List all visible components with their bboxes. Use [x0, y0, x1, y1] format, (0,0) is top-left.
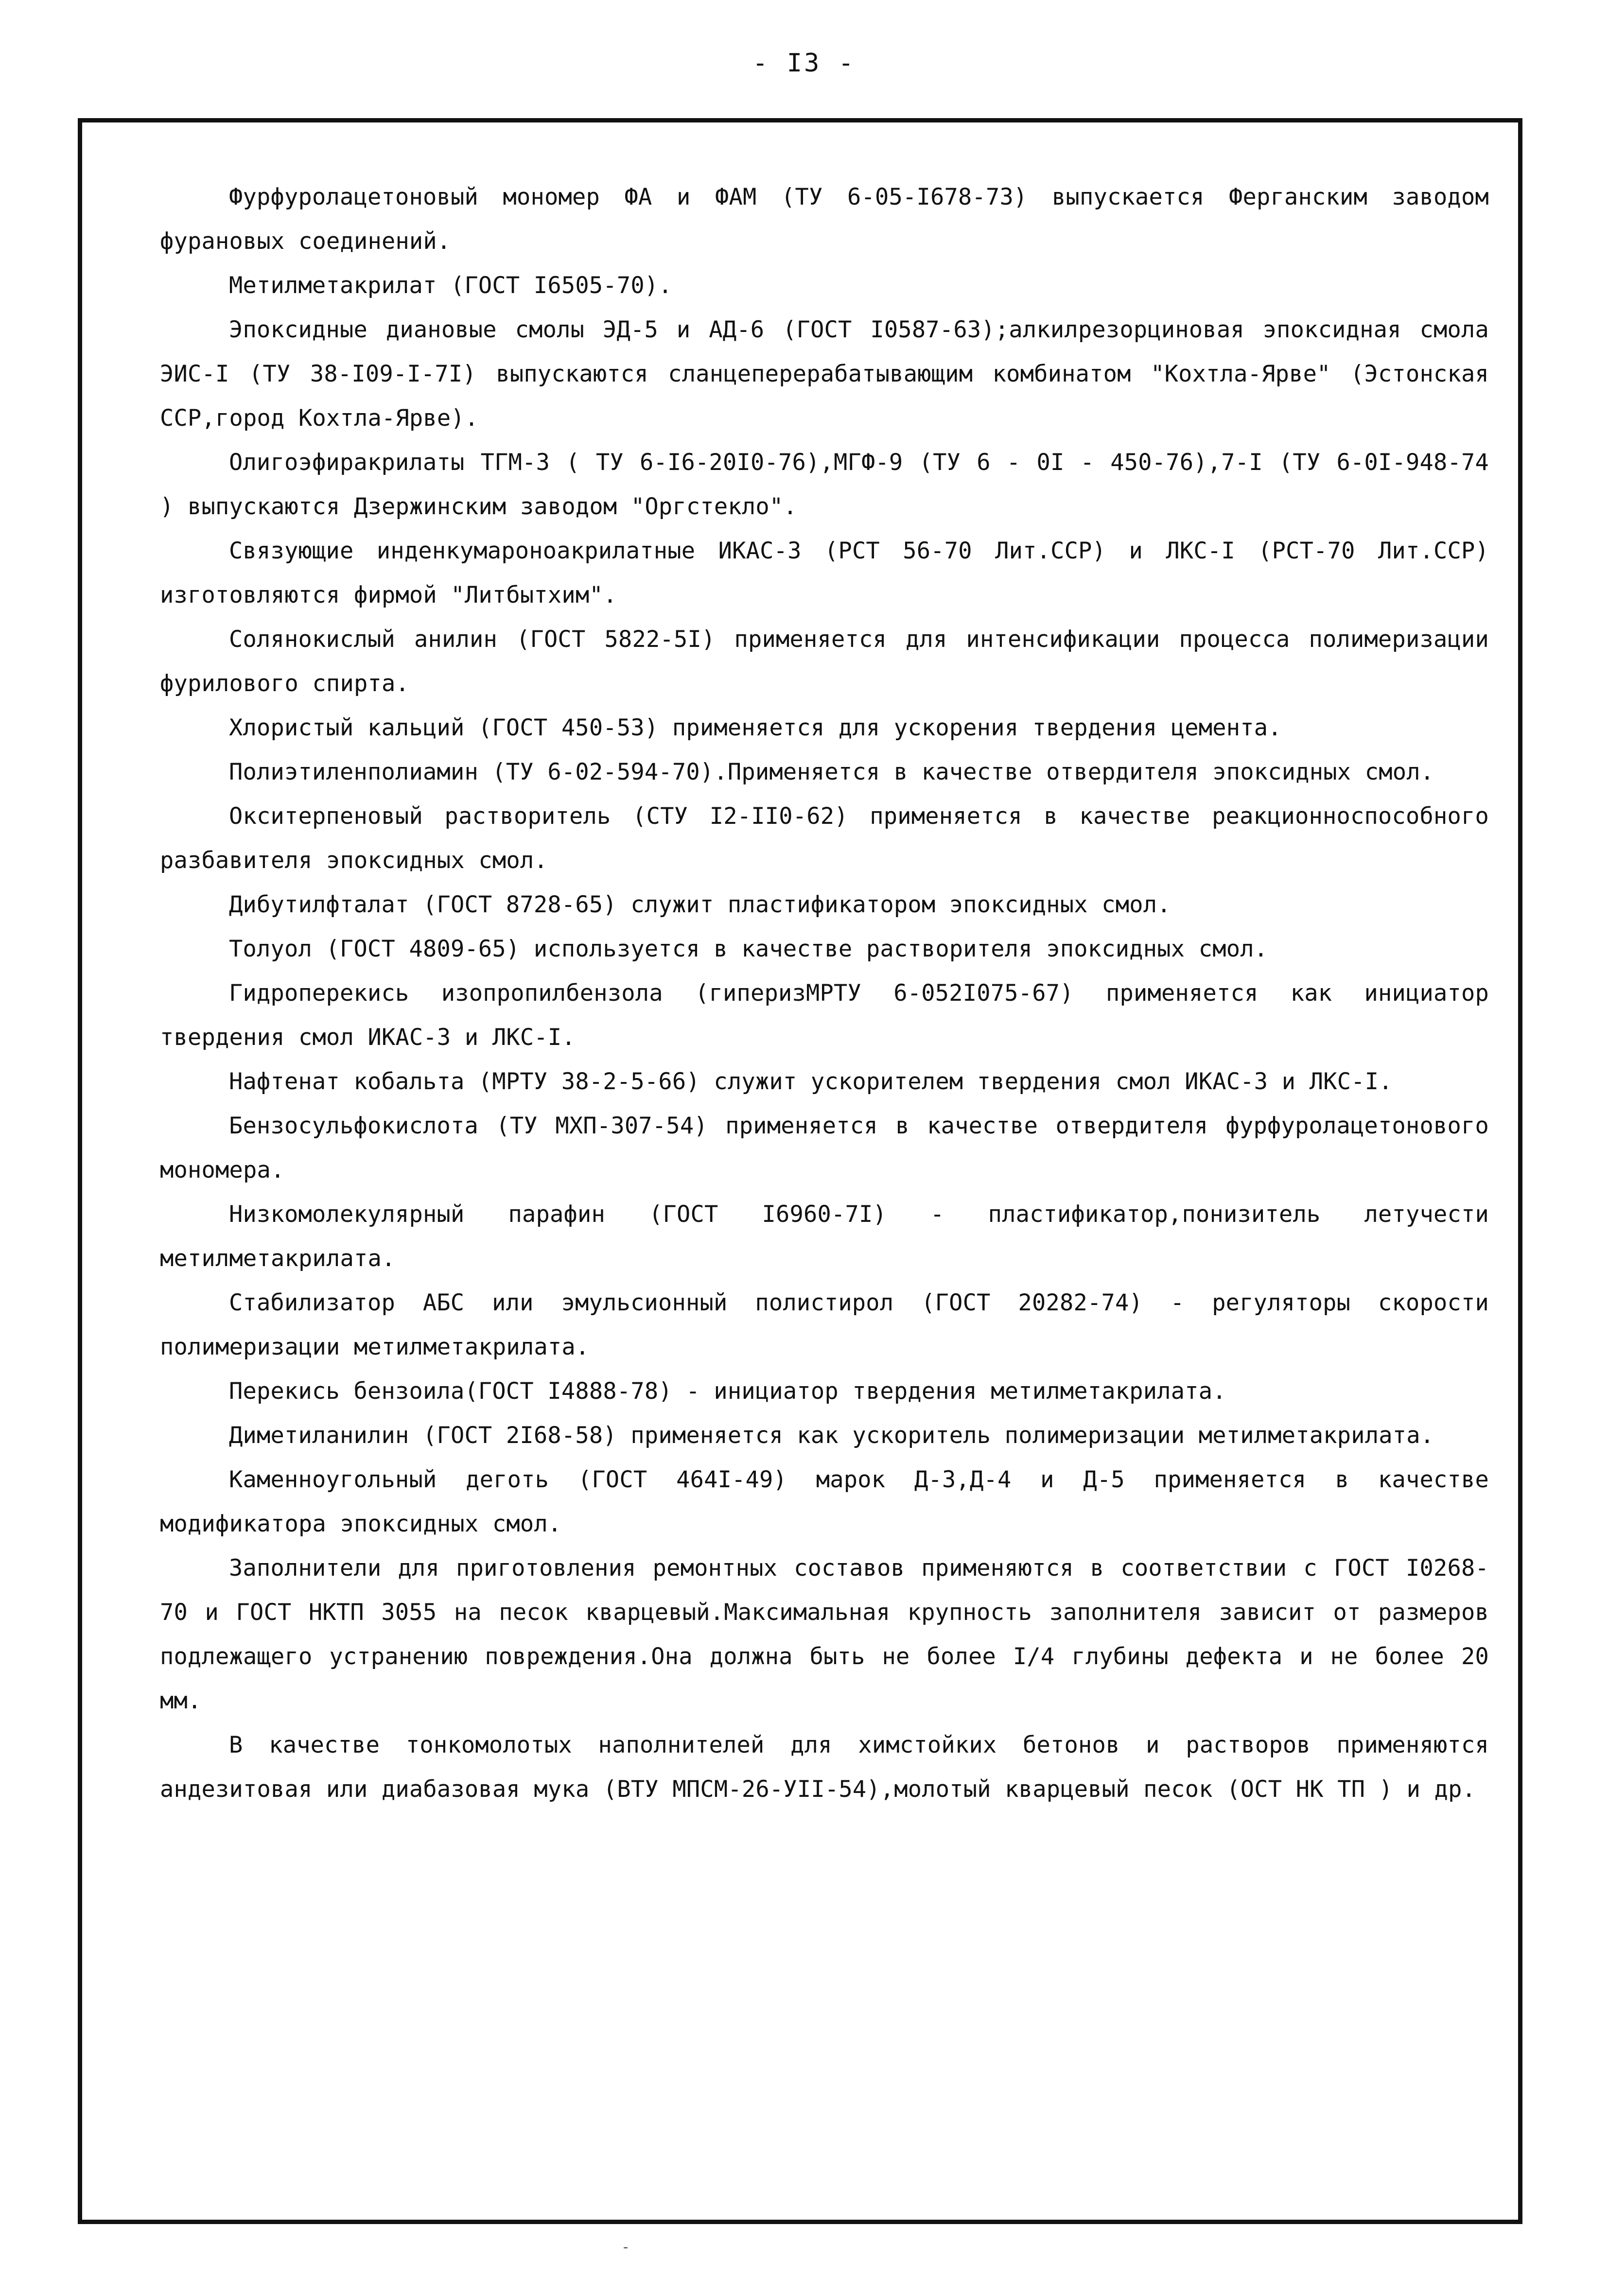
paragraph-oxyterpene-solvent: Окситерпеновый растворитель (СТУ I2-II0-62) применяется в качестве реакционноспособного разбавителя эпоксидных смол.: [160, 803, 1489, 874]
page-number: - I3 -: [752, 49, 856, 78]
paragraph-dimethylaniline: Диметиланилин (ГОСТ 2I68-58) применяется как ускоритель полимеризации метилметакрилата.: [229, 1422, 1434, 1449]
paragraph-furfuryl-acetone-monomer: Фурфуролацетоновый мономер ФА и ФАМ (ТУ 6-05-I678-73) выпускается Ферганским заводом фурановых соединений.: [160, 184, 1489, 255]
page-frame: [78, 118, 1522, 2224]
paragraph-polyethylene-polyamine: Полиэтиленполиамин (ТУ 6-02-594-70).Применяется в качестве отвердителя эпоксидных смол.: [229, 759, 1434, 785]
paragraph-cobalt-naphthenate: Нафтенат кобальта (МРТУ 38-2-5-66) служит ускорителем твердения смол ИКАС-3 и ЛКС-I.: [229, 1068, 1393, 1095]
paragraph-epoxy-resins: Эпоксидные диановые смолы ЭД-5 и АД-6 (ГОСТ I0587-63);алкилрезорциновая эпоксидная смола ЭИС-I (ТУ 38-I09-I-7I) выпускаются сланцеперерабатывающим комбинатом "Кохтла-Ярве" (Эстонская ССР,город Кохтла-Ярве).: [160, 316, 1489, 432]
paragraph-binders: Связующие инденкумароноакрилатные ИКАС-3 (РСТ 56-70 Лит.ССР) и ЛКС-I (РСТ-70 Лит.ССР) изготовляются фирмой "Литбытхим".: [160, 538, 1489, 609]
paragraph-calcium-chloride: Хлористый кальций (ГОСТ 450-53) применяется для ускорения твердения цемента.: [229, 714, 1282, 741]
paragraph-toluene: Толуол (ГОСТ 4809-65) используется в качестве растворителя эпоксидных смол.: [229, 936, 1268, 962]
paragraph-stabilizer: Стабилизатор АБС или эмульсионный полистирол (ГОСТ 20282-74) - регуляторы скорости полимеризации метилметакрилата.: [160, 1289, 1489, 1360]
paragraph-cumene-hydroperoxide: Гидроперекись изопропилбензола (гиперизМРТУ 6-052I075-67) применяется как инициатор твердения смол ИКАС-3 и ЛКС-I.: [160, 980, 1489, 1051]
paragraph-fine-fillers: В качестве тонкомолотых наполнителей для химстойких бетонов и растворов применяются андезитовая или диабазовая мука (ВТУ МПСМ-26-УII-54),молотый кварцевый песок (ОСТ НК ТП ) и др.: [160, 1732, 1489, 1803]
paragraph-benzoyl-peroxide: Перекись бензоила(ГОСТ I4888-78) - инициатор твердения метилметакрилата.: [229, 1378, 1226, 1405]
paragraph-paraffin: Низкомолекулярный парафин (ГОСТ I6960-7I) - пластификатор,понизитель летучести метилметакрилата.: [160, 1201, 1489, 1272]
paragraph-oligoester-acrylates: Олигоэфиракрилаты ТГМ-3 ( ТУ 6-I6-20I0-76),МГФ-9 (ТУ 6 - 0I - 450-76),7-I (ТУ 6-0I-948-74 ) выпускаются Дзержинским заводом "Оргстекло".: [160, 449, 1489, 520]
paragraph-fillers: Заполнители для приготовления ремонтных составов применяются в соответствии с ГОСТ I0268-70 и ГОСТ НКТП 3055 на песок кварцевый.Максимальная крупность заполнителя зависит от размеров подлежащего устранению повреждения.Она должна быть не более I/4 глубины дефекта и не более 20 мм.: [160, 1555, 1489, 1714]
paragraph-methyl-methacrylate: Метилметакрилат (ГОСТ I6505-70).: [229, 272, 672, 299]
paragraph-dibutyl-phthalate: Дибутилфталат (ГОСТ 8728-65) служит пластификатором эпоксидных смол.: [229, 891, 1171, 918]
paragraph-benzenesulfonic-acid: Бензосульфокислота (ТУ МХП-307-54) применяется в качестве отвердителя фурфуролацетонового мономера.: [160, 1113, 1489, 1183]
paragraph-coal-tar: Каменноугольный деготь (ГОСТ 464I-49) марок Д-3,Д-4 и Д-5 применяется в качестве модификатора эпоксидных смол.: [160, 1466, 1489, 1537]
document-body: [160, 175, 1489, 1811]
paragraph-aniline-hydrochloride: Солянокислый анилин (ГОСТ 5822-5I) применяется для интенсификации процесса полимеризации фурилового спирта.: [160, 626, 1489, 697]
bottom-mark: -: [621, 2239, 630, 2256]
